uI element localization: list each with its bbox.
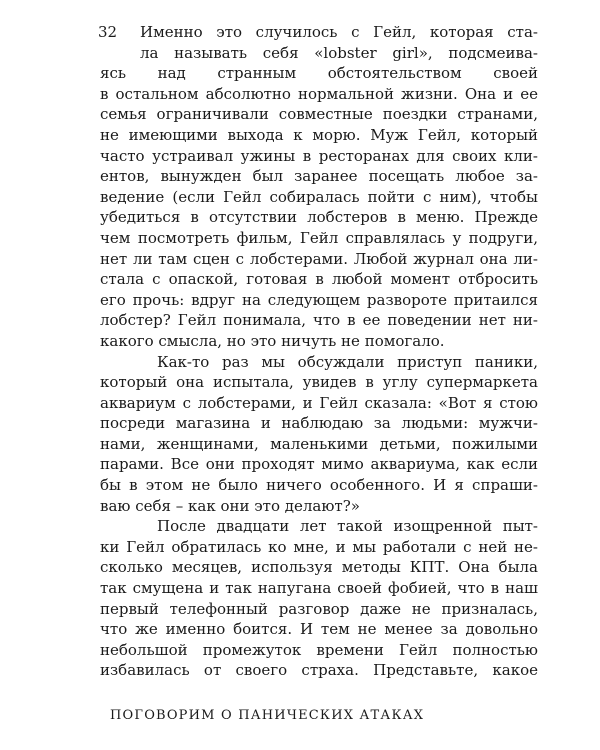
text-line: не имеющими выхода к морю. Муж Гейл, который bbox=[100, 125, 538, 144]
text-line: избавилась от своего страха. Представьте, какое bbox=[100, 661, 538, 680]
text-line: семья ограничивали совместные поездки странами, bbox=[100, 105, 538, 124]
text-line: ла называть себя «lobster girl», подсмеива- bbox=[140, 43, 538, 62]
text-line: посреди магазина и наблюдаю за людьми: мужчи- bbox=[100, 414, 538, 433]
text-line: первый телефонный разговор даже не призналась, bbox=[100, 599, 538, 618]
text-line: который она испытала, увидев в углу супермаркета bbox=[100, 373, 538, 392]
text-line: парами. Все они проходят мимо аквариума, как если bbox=[100, 455, 538, 474]
text-line: стала с опаской, готовая в любой момент отбросить bbox=[100, 270, 538, 289]
text-line: ки Гейл обратилась ко мне, и мы работали с ней не- bbox=[100, 537, 538, 556]
text-line: ясь над странным обстоятельством своей bbox=[100, 64, 538, 83]
page-number: 32 bbox=[98, 23, 118, 41]
text-line: Как-то раз мы обсуждали приступ паники, bbox=[157, 352, 538, 371]
text-line: бы в этом не было ничего особенного. И я спраши- bbox=[100, 476, 538, 495]
text-line: в остальном абсолютно нормальной жизни. Она и ее bbox=[100, 84, 538, 103]
text-line: так смущена и так напугана своей фобией, что в наш bbox=[100, 579, 538, 598]
text-line: Именно это случилось с Гейл, которая ста- bbox=[140, 23, 538, 41]
text-line: ваю себя – как они это делают?» bbox=[100, 496, 360, 515]
text-line: ведение (если Гейл собиралась пойти с ним), чтобы bbox=[100, 187, 538, 206]
text-line: часто устраивал ужины в ресторанах для своих кли- bbox=[100, 146, 538, 165]
text-line: какого смысла, но это ничуть не помогало. bbox=[100, 331, 445, 350]
text-line: убедиться в отсутствии лобстеров в меню. Прежде bbox=[100, 208, 538, 227]
text-line: его прочь: вдруг на следующем развороте притаился bbox=[100, 290, 538, 309]
text-line: нет ли там сцен с лобстерами. Любой журнал она ли- bbox=[100, 249, 538, 268]
text-line: После двадцати лет такой изощренной пыт- bbox=[157, 517, 538, 536]
text-line: лобстер? Гейл понимала, что в ее поведении нет ни- bbox=[100, 311, 538, 330]
text-line: что же именно боится. И тем не менее за довольно bbox=[100, 620, 538, 639]
text-line: ентов, вынужден был заранее посещать любое за- bbox=[100, 167, 538, 186]
text-line: аквариум с лобстерами, и Гейл сказала: «Вот я стою bbox=[100, 393, 538, 412]
text-line: чем посмотреть фильм, Гейл справлялась у подруги, bbox=[100, 228, 538, 247]
text-line: нами, женщинами, маленькими детьми, пожилыми bbox=[100, 434, 538, 453]
running-footer: ПОГОВОРИМ О ПАНИЧЕСКИХ АТАКАХ bbox=[110, 708, 425, 723]
text-line: небольшой промежуток времени Гейл полностью bbox=[100, 640, 538, 659]
text-line: сколько месяцев, используя методы КПТ. Она была bbox=[100, 558, 538, 577]
